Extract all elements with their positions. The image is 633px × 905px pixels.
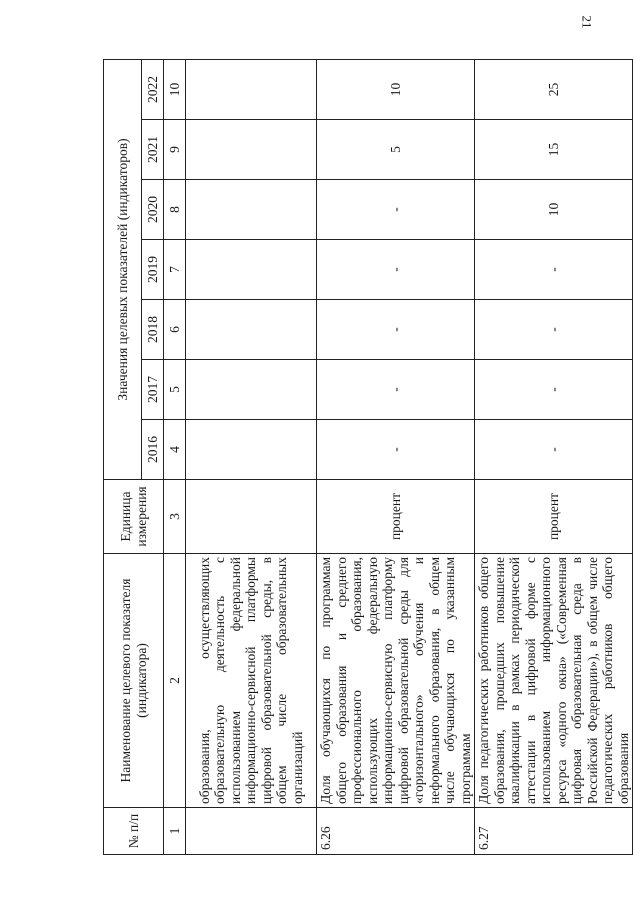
unit-cell [186, 480, 317, 554]
header-name: Наименование целевого показателя (индикатора) [104, 554, 164, 808]
value-cell: - [475, 300, 633, 360]
table-row [475, 60, 633, 855]
header-year: 2019 [142, 240, 164, 300]
value-cell: - [317, 420, 475, 480]
indicator-name: Доля педагогических работников общего образования, прошедших повышение квалификации в рамках периодической аттестации в цифровой форме с использованием информационного ресурса «одного окна» («Современная цифровая образовательная среда в Российской Федерации»), в общем числе педагогических работников общего образования [475, 554, 633, 808]
header-year: 2016 [142, 420, 164, 480]
value-cell [186, 120, 317, 180]
column-number: 2 [164, 554, 186, 808]
value-cell [186, 420, 317, 480]
value-cell: 15 [475, 120, 633, 180]
indicator-name: образования, осуществляющих образовательную деятельность с использованием федеральной информационно-сервисной платформы цифровой образовательной среды, в общем числе образовательных организаций [186, 554, 317, 808]
value-cell: 25 [475, 60, 633, 120]
value-cell [186, 180, 317, 240]
header-year: 2018 [142, 300, 164, 360]
column-number: 1 [164, 808, 186, 855]
header-year: 2020 [142, 180, 164, 240]
column-number: 4 [164, 420, 186, 480]
page-number: 21 [579, 15, 595, 29]
header-unit: Единица измерения [104, 480, 164, 554]
value-cell: 10 [475, 180, 633, 240]
column-number: 5 [164, 360, 186, 420]
header-year: 2021 [142, 120, 164, 180]
value-cell [186, 240, 317, 300]
column-number: 7 [164, 240, 186, 300]
table-row [186, 60, 317, 855]
value-cell [186, 300, 317, 360]
column-number: 3 [164, 480, 186, 554]
header-year: 2022 [142, 60, 164, 120]
header-values-group: Значения целевых показателей (индикаторов) [104, 60, 142, 480]
unit-cell: процент [475, 480, 633, 554]
unit-cell: процент [317, 480, 475, 554]
value-cell [186, 360, 317, 420]
row-num: 6.27 [475, 808, 633, 855]
value-cell: - [317, 360, 475, 420]
column-number: 6 [164, 300, 186, 360]
value-cell: - [475, 360, 633, 420]
value-cell: - [475, 420, 633, 480]
indicators-table [103, 59, 633, 855]
value-cell: - [317, 240, 475, 300]
value-cell [186, 60, 317, 120]
indicator-name: Доля обучающихся по программам общего образования и среднего профессионального образования, использующих федеральную информационно-сервисную платформу цифровой образовательной среды для «горизонтального» обучения и неформального образования, в общем числе обучающихся по указанным программам [317, 554, 475, 808]
value-cell: - [475, 240, 633, 300]
column-number: 10 [164, 60, 186, 120]
table-row [317, 60, 475, 855]
header-year: 2017 [142, 360, 164, 420]
value-cell: 10 [317, 60, 475, 120]
column-number: 9 [164, 120, 186, 180]
row-num [186, 808, 317, 855]
rotated-table-container [103, 60, 631, 855]
value-cell: 5 [317, 120, 475, 180]
row-num: 6.26 [317, 808, 475, 855]
value-cell: - [317, 180, 475, 240]
column-number: 8 [164, 180, 186, 240]
value-cell: - [317, 300, 475, 360]
header-num: № п/п [104, 808, 164, 855]
